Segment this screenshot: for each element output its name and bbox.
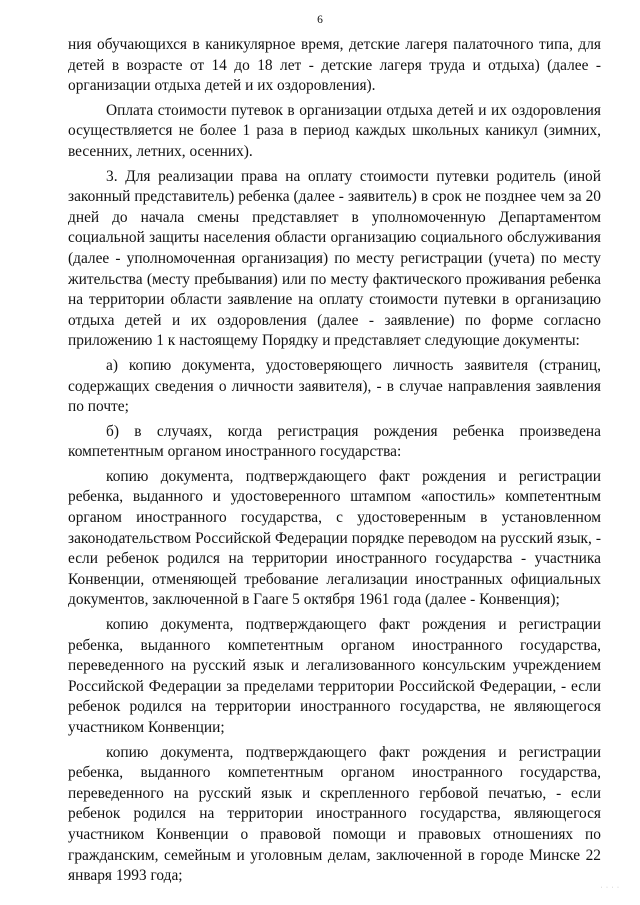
paragraph-subitem-b: б) в случаях, когда регистрация рождения ребенка произведена компетентным органом иностранного государства: [68,422,601,461]
paragraph-apostille-copy: копию документа, подтверждающего факт рождения и регистрации ребенка, выданного и удостоверенного штампом «апостиль» компетентным органом иностранного государства, с удостоверенным в установленном законодательством Российской Федерации порядке переводом на русский язык, - если ребенок родился на территории иностранного государства - участника Конвенции, отменяющей требование легализации иностранных официальных документов, заключенной в Гааге 5 октября 1961 года (далее - Конвенция); [68,467,601,609]
paragraph-minsk-convention-copy: копию документа, подтверждающего факт рождения и регистрации ребенка, выданного компетентным органом иностранного государства, переведенного на русский язык и скрепленного гербовой печатью, - если ребенок родился на территории иностранного государства, являющегося участником Конвенции о правовой помощи и правовых отношениях по гражданским, семейным и уголовным делам, заключенной в городе Минске 22 января 1993 года; [68,743,601,885]
paragraph-continuation: ния обучающихся в каникулярное время, детские лагеря палаточного типа, для детей в возрасте от 14 до 18 лет - детские лагеря труда и отдыха) (далее - организации отдыха детей и их оздоровления). [68,36,601,95]
page-number: 6 [317,14,323,26]
document-body [68,35,601,887]
scan-artifact: · · · · [600,885,620,891]
paragraph-subitem-a: а) копию документа, удостоверяющего личность заявителя (страниц, содержащих сведения о личности заявителя), - в случае направления заявления по почте; [68,356,601,416]
paragraph-payment-frequency: Оплата стоимости путевок в организации отдыха детей и их оздоровления осуществляется не более 1 раза в период каждых школьных каникул (зимних, весенних, летних, осенних). [68,101,601,160]
paragraph-legalized-copy: копию документа, подтверждающего факт рождения и регистрации ребенка, выданного компетентным органом иностранного государства, переведенного на русский язык и легализованного консульским учреждением Российской Федерации за пределами территории Российской Федерации, - если ребенок родился на территории иностранного государства, не являющегося участником Конвенции; [68,616,601,736]
paragraph-item-3: 3. Для реализации права на оплату стоимости путевки родитель (иной законный представитель) ребенка (далее - заявитель) в срок не позднее чем за 20 дней до начала смены представляет в уполномоченную Департаментом социальной защиты населения области организацию социального обслуживания (далее - уполномоченная организация) по месту регистрации (учета) по месту жительства (месту пребывания) или по месту фактического проживания ребенка на территории области заявление на оплату стоимости путевки в организацию отдыха детей и их оздоровления (далее - заявление) по форме согласно приложению 1 к настоящему Порядку и представляет следующие документы: [68,167,601,350]
